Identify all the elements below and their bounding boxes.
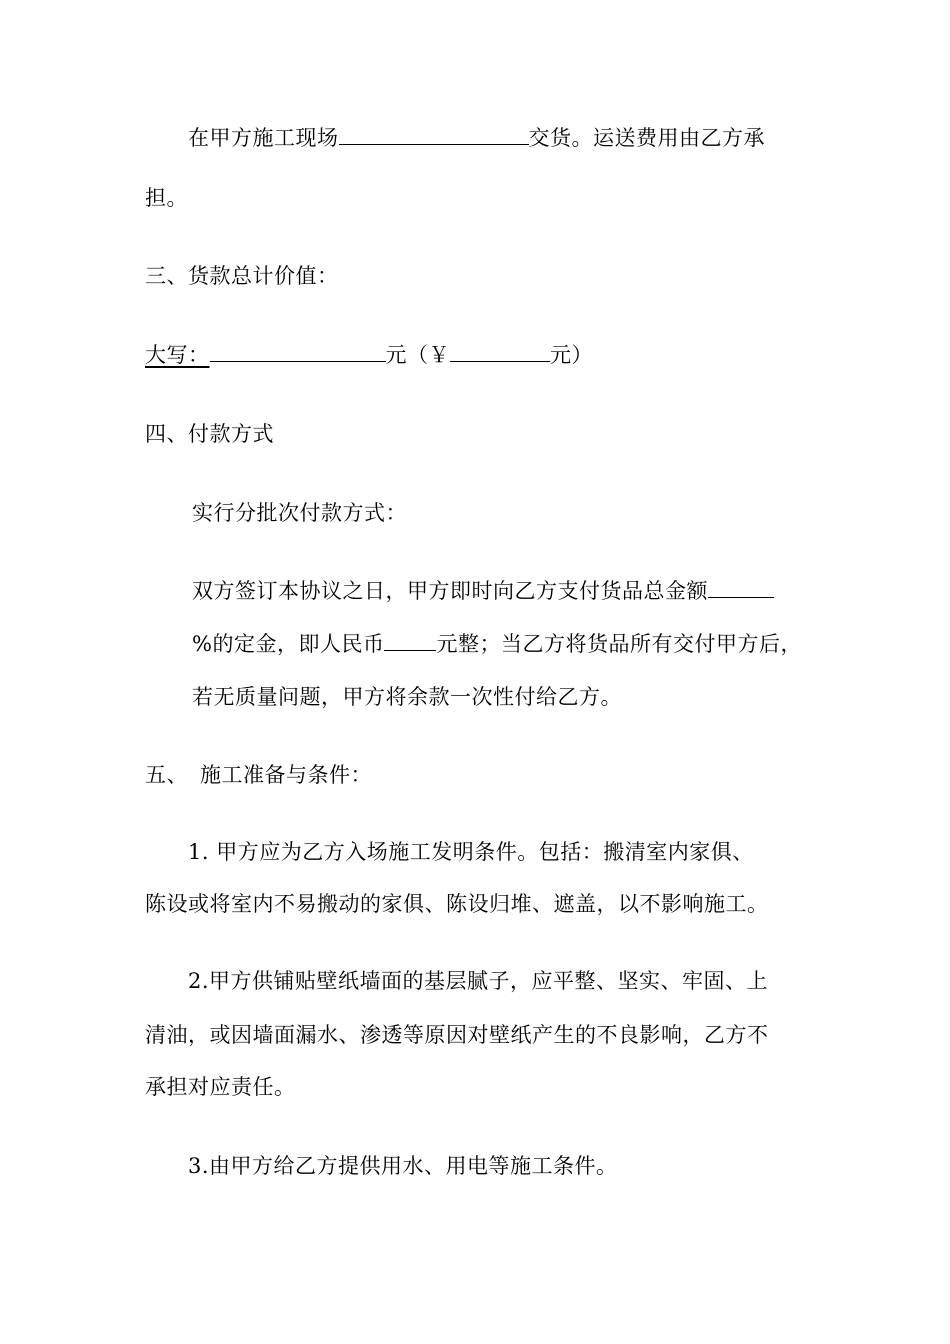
item-3-line-1: 3.由甲方给乙方提供用水、用电等施工条件。	[188, 1154, 618, 1178]
delivery-location-blank[interactable]	[339, 124, 529, 145]
section-5-title: 施工准备与条件：	[200, 763, 372, 787]
payment-para-line-3: 若无质量问题，甲方将余款一次性付给乙方。	[192, 685, 622, 709]
amount-in-words-blank[interactable]	[210, 341, 386, 362]
delivery-suffix: 交货。运送费用由乙方承	[528, 126, 765, 150]
yuan-label-2: 元）	[550, 343, 593, 367]
payment-para-text-2b: 元整；当乙方将货品所有交付甲方后，	[436, 632, 802, 656]
deposit-percent-blank[interactable]	[708, 577, 774, 598]
delivery-continuation: 担。	[145, 186, 188, 210]
deposit-rmb-blank[interactable]	[384, 630, 436, 651]
payment-para-line-2	[192, 630, 802, 658]
daxie-label: 大写：	[145, 343, 210, 367]
item-2-line-1: 2.甲方供铺贴壁纸墙面的基层腻子，应平整、坚实、牢固、上	[188, 969, 769, 993]
section-5-number: 五、	[145, 763, 188, 787]
item-1-line-2: 陈设或将室内不易搬动的家俱、陈设归堆、遮盖，以不影响施工。	[145, 892, 769, 916]
section-5-heading	[145, 761, 372, 789]
payment-para-line-1	[192, 577, 774, 605]
delivery-prefix: 在甲方施工现场	[188, 126, 339, 150]
section-3-heading: 三、货款总计价值：	[145, 264, 339, 288]
yuan-label-1: 元（￥	[385, 343, 450, 367]
item-1-line-1: 1. 甲方应为乙方入场施工发明条件。包括：搬清室内家俱、	[188, 840, 754, 864]
payment-method-line: 实行分批次付款方式：	[192, 501, 407, 525]
amount-in-figures-blank[interactable]	[450, 341, 550, 362]
delivery-line	[188, 124, 765, 152]
payment-para-text-1: 双方签订本协议之日，甲方即时向乙方支付货品总金额	[192, 579, 708, 603]
total-value-line	[145, 341, 593, 369]
section-4-heading: 四、付款方式	[145, 422, 274, 446]
item-2-line-2: 清油，或因墙面漏水、渗透等原因对壁纸产生的不良影响，乙方不	[145, 1023, 769, 1047]
item-2-line-3: 承担对应责任。	[145, 1075, 296, 1099]
payment-para-text-2a: %的定金，即人民币	[192, 632, 385, 656]
